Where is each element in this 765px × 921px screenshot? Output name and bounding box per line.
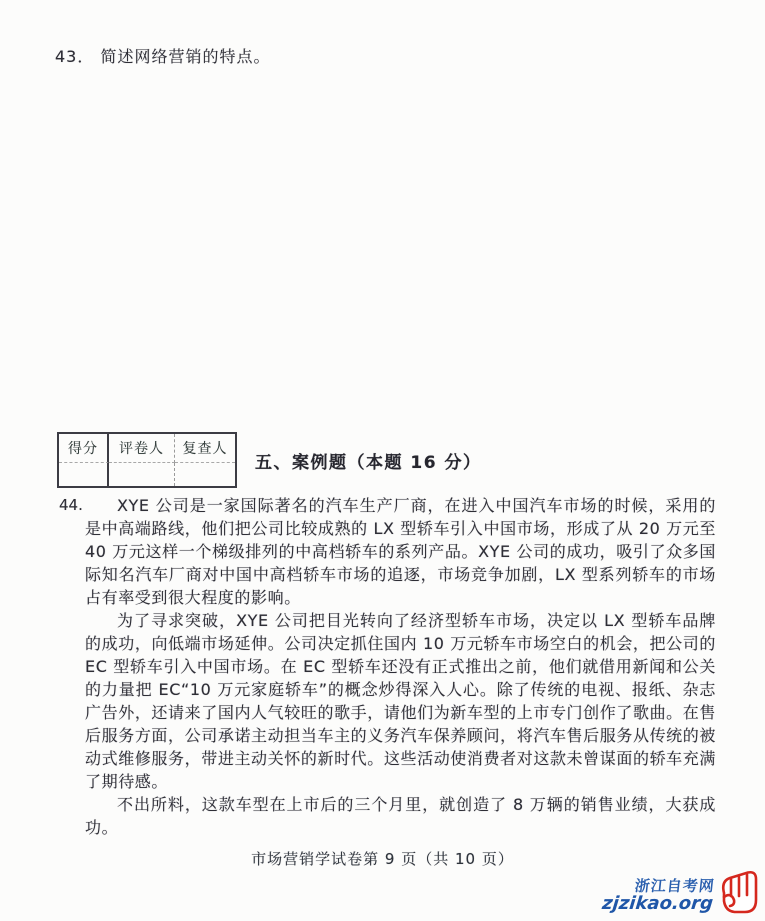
case-paragraph-3: 不出所料，这款车型在上市后的三个月里，就创造了 8 万辆的销售业绩，大获成功。 — [85, 795, 716, 837]
question-44-number: 44. — [59, 496, 83, 514]
score-table-empty-score — [59, 463, 109, 486]
question-43-number: 43． — [55, 47, 95, 66]
page-footer: 市场营销学试卷第 9 页（共 10 页） — [251, 850, 514, 868]
score-table — [57, 432, 237, 488]
fist-icon — [717, 869, 759, 917]
case-paragraph-2: 为了寻求突破，XYE 公司把目光转向了经济型轿车市场，决定以 LX 型轿车品牌的成功，向低端市场延伸。公司决定抓住国内 10 万元轿车市场空白的机会，把公司的 EC 型轿车引入中国市场。在 EC 型轿车还没有正式推出之前，他们就借用新闻和公关的力量把 EC“10 万元家庭轿车”的概念炒得深入人心。除了传统的电视、报纸、杂志广告外，还请来了国内人气较旺的歌手，请他们为新车型的上市专门创作了歌曲。在售后服务方面，公司承诺主动担当车主的义务汽车保养顾问，将汽车售后服务从传统的被动式维修服务，带进主动关怀的新时代。这些活动使消费者对这款未曾谋面的轿车充满了期待感。 — [85, 611, 716, 791]
score-table-empty-reviewer — [175, 463, 235, 486]
case-paragraph-1: XYE 公司是一家国际著名的汽车生产厂商，在进入中国汽车市场的时候，采用的是中高端路线，他们把公司比较成熟的 LX 型轿车引入中国市场，形成了从 20 万元至 40 万元这样一个梯级排列的中高档轿车的系列产品。XYE 公司的成功，吸引了众多国际知名汽车厂商对中国中高档轿车市场的追逐，市场竞争加剧，LX 型系列轿车的市场占有率受到很大程度的影响。 — [85, 496, 716, 607]
question-44-case-text — [85, 494, 716, 839]
question-43-text: 简述网络营销的特点。 — [100, 47, 271, 66]
section-5-title: 五、案例题（本题 16 分） — [255, 453, 482, 473]
score-table-header-score: 得分 — [59, 434, 109, 463]
score-table-empty-grader — [109, 463, 175, 486]
site-name: 浙江自考网 — [634, 877, 717, 896]
score-table-header-grader: 评卷人 — [109, 434, 175, 463]
site-url: zjzikao.org — [601, 893, 715, 915]
question-43 — [55, 44, 270, 67]
site-logo — [603, 869, 759, 917]
site-logo-text — [601, 879, 715, 914]
score-table-header-reviewer: 复查人 — [175, 434, 235, 463]
